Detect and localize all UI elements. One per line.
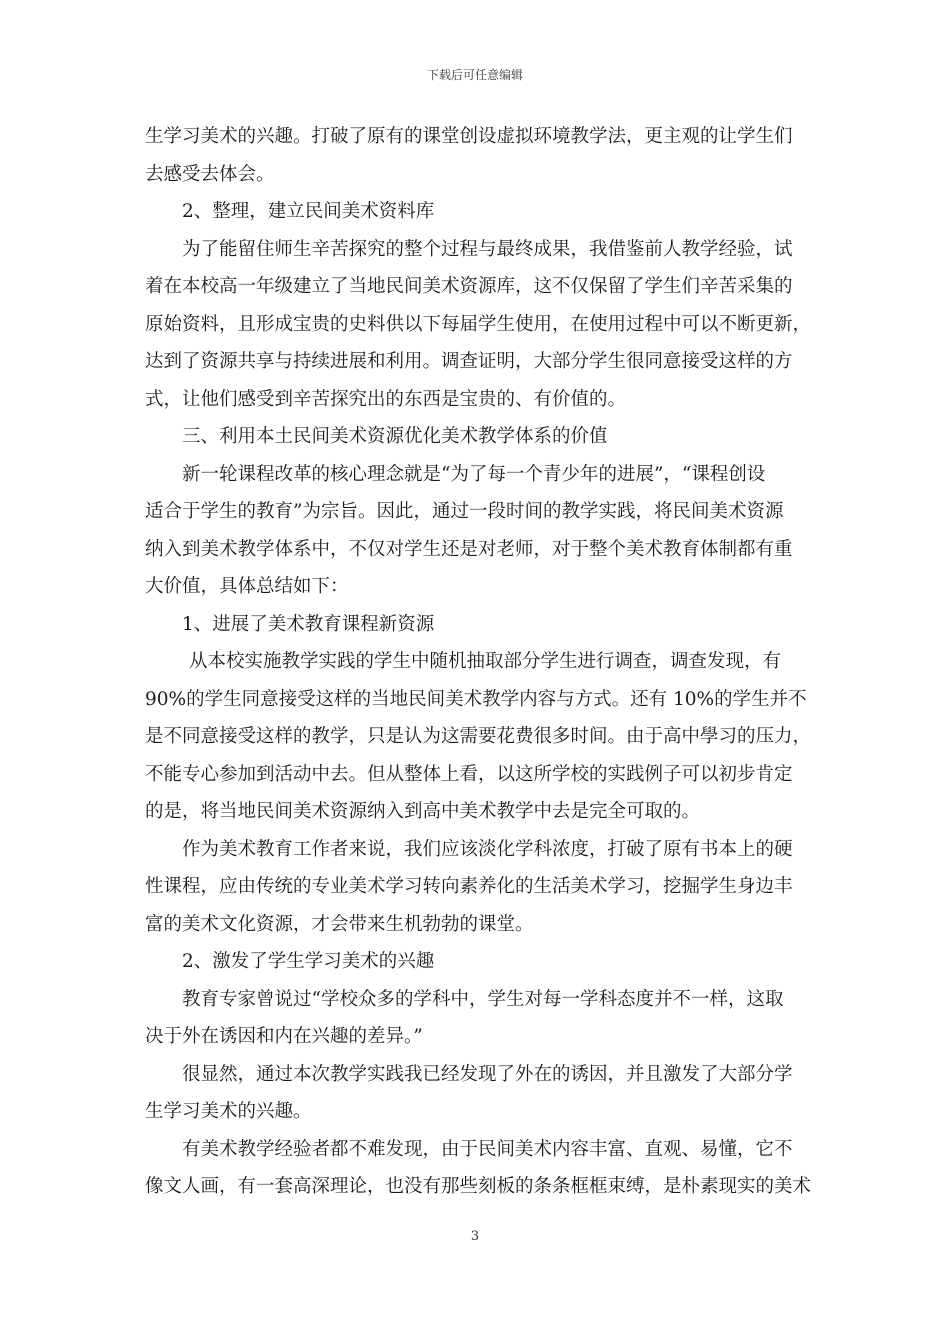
text-line: 生学习美术的兴趣。 <box>145 1101 312 1122</box>
text-line: 作为美术教育工作者来说，我们应该淡化学科浓度，打破了原有书本上的硬 <box>182 838 793 860</box>
text-line: 纳入到美术教学体系中，不仅对学生还是对老师，对于整个美术教育体制都有重 <box>145 538 793 560</box>
text-line: 大价值，具体总结如下： <box>145 576 349 597</box>
document-body <box>145 118 812 1206</box>
text-line: 适合于学生的教育”为宗旨。因此，通过一段时间的教学实践，将民间美术资源 <box>145 501 784 522</box>
text-line: 有美术教学经验者都不难发现，由于民间美术内容丰富、直观、易懂，它不 <box>182 1138 793 1160</box>
section-heading: 1、进展了美术教育课程新资源 <box>182 613 435 635</box>
text-line: 达到了资源共享与持续进展和利用。调查证明，大部分学生很同意接受这样的方 <box>145 351 793 372</box>
text-line: 性课程，应由传统的专业美术学习转向素养化的生活美术学习，挖掘学生身边丰 <box>145 876 793 897</box>
text-line: 不能专心参加到活动中去。但从整体上看，以这所学校的实践例子可以初步肯定 <box>145 763 793 785</box>
text-line: 是不同意接受这样的教学，只是认为这需要花费很多时间。由于高中學习的压力， <box>145 726 812 747</box>
text-line: 90%的学生同意接受这样的当地民间美术教学内容与方式。还有 10%的学生并不 <box>145 688 807 710</box>
text-line: 新一轮课程改革的核心理念就是“为了每一个青少年的进展”，“课程创设 <box>182 463 766 485</box>
text-line: 富的美术文化资源，才会带来生机勃勃的课堂。 <box>145 913 534 935</box>
page-header: 下载后可任意编辑 <box>426 68 523 82</box>
text-line: 的是，将当地民间美术资源纳入到高中美术教学中去是完全可取的。 <box>145 801 701 822</box>
text-line: 像文人画，有一套高深理论，也没有那些刻板的条条框框束缚，是朴素现实的美术 <box>145 1176 812 1197</box>
text-line: 决于外在诱因和内在兴趣的差异。” <box>145 1026 423 1047</box>
text-line: 去感受去体会。 <box>145 163 275 185</box>
section-heading: 三、利用本土民间美术资源优化美术教学体系的价值 <box>182 426 608 447</box>
section-heading: 2、整理，建立民间美术资料库 <box>182 201 435 222</box>
page-number: 3 <box>470 1229 480 1244</box>
text-line: 生学习美术的兴趣。打破了原有的课堂创设虚拟环境教学法，更主观的让学生们 <box>145 126 793 147</box>
text-line: 从本校实施教学实践的学生中随机抽取部分学生进行调查，调查发现，有 <box>189 651 782 672</box>
text-line: 着在本校高一年级建立了当地民间美术资源库，这不仅保留了学生们辛苦采集的 <box>145 276 793 297</box>
text-line: 式，让他们感受到辛苦探究出的东西是宝贵的、有价值的。 <box>145 388 627 410</box>
section-heading: 2、激发了学生学习美术的兴趣 <box>182 951 435 972</box>
text-line: 原始资料，且形成宝贵的史料供以下每届学生使用，在使用过程中可以不断更新， <box>145 313 812 335</box>
text-line: 为了能留住师生辛苦探究的整个过程与最终成果，我借鉴前人教学经验，试 <box>182 238 793 260</box>
text-line: 很显然，通过本次教学实践我已经发现了外在的诱因，并且激发了大部分学 <box>182 1063 793 1085</box>
text-line: 教育专家曾说过“学校众多的学科中，学生对每一学科态度并不一样，这取 <box>182 988 784 1010</box>
